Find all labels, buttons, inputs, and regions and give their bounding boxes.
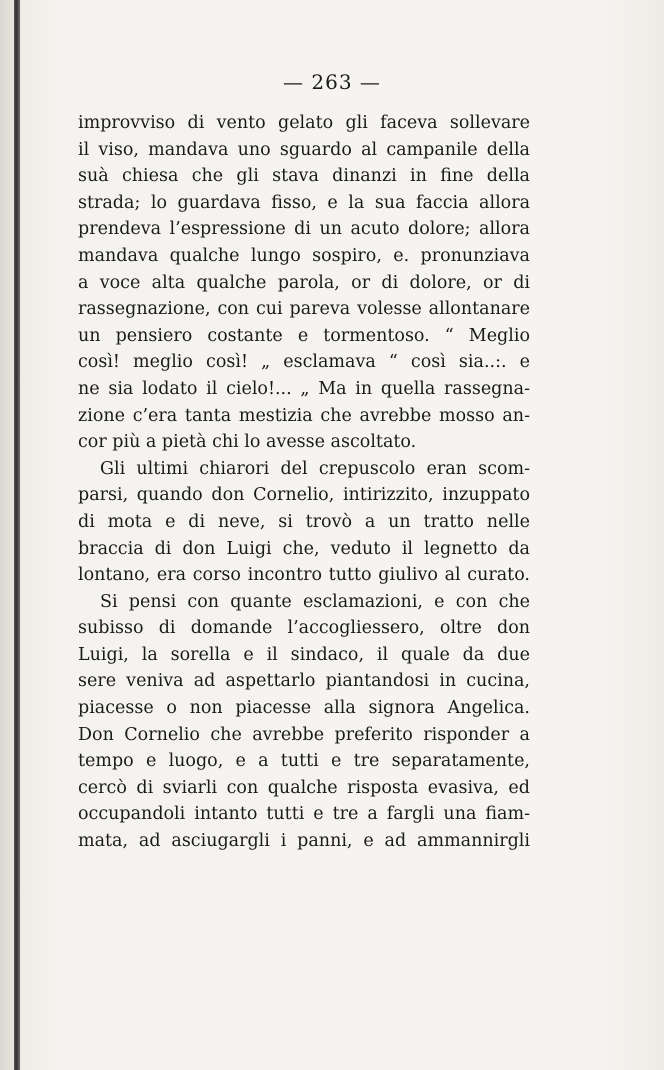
text-line: un pensiero costante e tormentoso. “ Meglio bbox=[78, 325, 530, 346]
text-line: occupandoli intanto tutti e tre a fargli una fiam- bbox=[78, 804, 530, 825]
text-line: zione c’era tanta mestizia che avrebbe mosso an- bbox=[78, 405, 530, 426]
text-line: tempo e luogo, e a tutti e tre separatamente, bbox=[78, 751, 530, 772]
text-line: suà chiesa che gli stava dinanzi in fine della bbox=[78, 166, 530, 187]
text-line: cor più a pietà chi lo avesse ascoltato. bbox=[78, 432, 417, 453]
text-line: Gli ultimi chiarori del crepuscolo eran scom- bbox=[100, 458, 530, 479]
text-line: cercò di sviarli con qualche risposta evasiva, ed bbox=[78, 777, 530, 798]
text-line: a voce alta qualche parola, or di dolore, or di bbox=[78, 272, 530, 293]
text-line: mandava qualche lungo sospiro, e. pronunziava bbox=[78, 245, 530, 266]
text-line: Don Cornelio che avrebbe preferito risponder a bbox=[78, 724, 530, 745]
text-line: improvviso di vento gelato gli faceva sollevare bbox=[78, 113, 530, 133]
text-line: mata, ad asciugargli i panni, e ad ammannirgli bbox=[78, 831, 530, 852]
body-text bbox=[78, 110, 530, 855]
text-line: ne sia lodato il cielo!... „ Ma in quella rassegna- bbox=[78, 378, 530, 399]
text-line: Luigi, la sorella e il sindaco, il quale da due bbox=[78, 644, 530, 665]
text-line: piacesse o non piacesse alla signora Angelica. bbox=[78, 698, 530, 719]
text-line: sere veniva ad aspettarlo piantandosi in cucina, bbox=[78, 671, 530, 692]
book-spine-shadow bbox=[14, 0, 20, 1070]
text-line: strada; lo guardava fisso, e la sua faccia allora bbox=[78, 192, 530, 213]
text-line: lontano, era corso incontro tutto giulivo al curato. bbox=[78, 565, 530, 586]
text-line: parsi, quando don Cornelio, intirizzito, inzuppato bbox=[78, 485, 530, 506]
text-line: Si pensi con quante esclamazioni, e con che bbox=[100, 591, 530, 612]
page-number: — 263 — bbox=[283, 70, 381, 94]
text-line: braccia di don Luigi che, veduto il legnetto da bbox=[78, 538, 530, 559]
text-line: prendeva l’espressione di un acuto dolore; allora bbox=[78, 219, 530, 240]
text-line: così! meglio così! „ esclamava “ così sia..:. e bbox=[78, 352, 530, 373]
text-line: il viso, mandava uno sguardo al campanile della bbox=[78, 139, 530, 160]
text-line: rassegnazione, con cui pareva volesse allontanare bbox=[78, 299, 530, 320]
text-line: subisso di domande l’accogliessero, oltre don bbox=[78, 618, 530, 639]
text-line: di mota e di neve, si trovò a un tratto nelle bbox=[78, 511, 530, 532]
